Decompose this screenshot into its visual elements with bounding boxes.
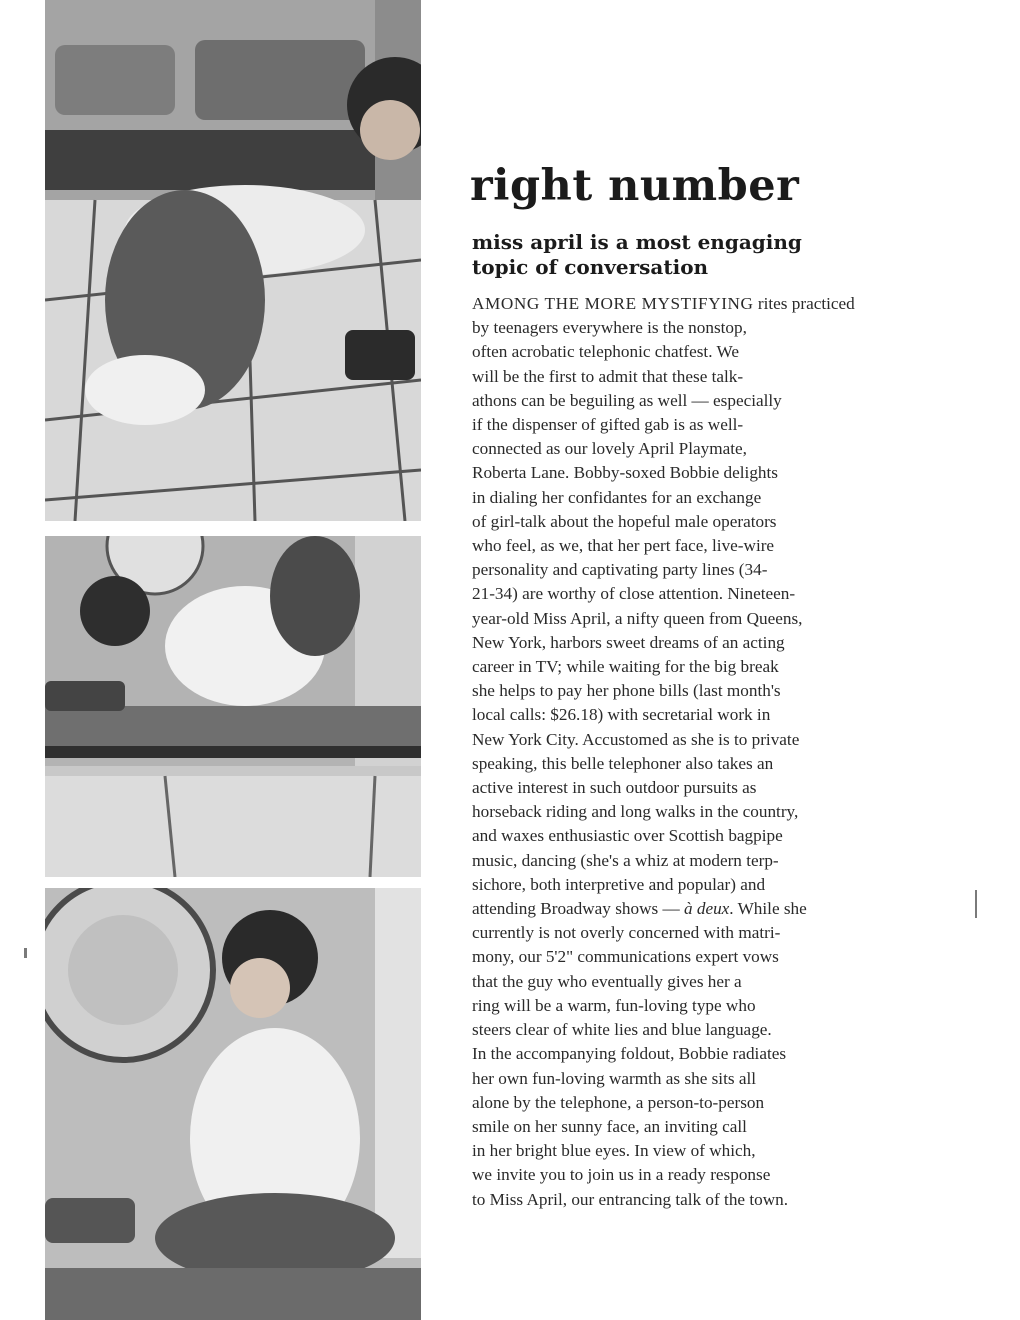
article: [470, 160, 890, 1212]
margin-mark: [24, 948, 27, 958]
body-line: ring will be a warm, fun-loving type who: [472, 995, 756, 1015]
italic-phrase: à deux: [683, 899, 730, 919]
body-line: connected as our lovely April Playmate,: [472, 439, 747, 459]
subhead-line: topic of conversation: [472, 255, 709, 279]
body-line: In the accompanying foldout, Bobbie radiates: [472, 1044, 787, 1064]
body-line: [472, 897, 890, 921]
body-line: New York, harbors sweet dreams of an acting: [472, 632, 785, 652]
body-line: in her bright blue eyes. In view of which,: [472, 1141, 756, 1161]
body-line: active interest in such outdoor pursuits as: [472, 778, 757, 798]
body-line: and waxes enthusiastic over Scottish bagpipe: [472, 826, 783, 846]
body-line: by teenagers everywhere is the nonstop,: [472, 318, 747, 338]
photo-leaning-on-bench-phone: [45, 536, 421, 877]
body-line: smile on her sunny face, an inviting call: [472, 1116, 747, 1136]
body-line: 21-34) are worthy of close attention. Nineteen-: [472, 584, 796, 604]
body-line: local calls: $26.18) with secretarial work in: [472, 705, 771, 725]
body-line: music, dancing (she's a whiz at modern terp-: [472, 850, 779, 870]
body-line: currently is not overly concerned with matri-: [472, 923, 781, 943]
body-line: we invite you to join us in a ready response: [472, 1165, 771, 1185]
body-line: if the dispenser of gifted gab is as well-: [472, 415, 744, 435]
body-line: horseback riding and long walks in the country,: [472, 802, 799, 822]
subhead-line: miss april is a most engaging: [472, 230, 802, 254]
subhead: [472, 230, 890, 280]
body-line: athons can be beguiling as well — especially: [472, 390, 782, 410]
photo-seated-on-bench-phone: [45, 888, 421, 1320]
body-line: career in TV; while waiting for the big break: [472, 657, 779, 677]
body-line: Roberta Lane. Bobby-soxed Bobbie delights: [472, 463, 778, 483]
body-line: that the guy who eventually gives her a: [472, 971, 742, 991]
body-line: will be the first to admit that these talk-: [472, 366, 744, 386]
body-line: year-old Miss April, a nifty queen from Queens,: [472, 608, 803, 628]
body-line: steers clear of white lies and blue language.: [472, 1020, 772, 1040]
body-line: her own fun-loving warmth as she sits all: [472, 1068, 757, 1088]
margin-mark: [975, 890, 977, 918]
body-line: in dialing her confidantes for an exchange: [472, 487, 762, 507]
body-line: alone by the telephone, a person-to-person: [472, 1092, 765, 1112]
lead-in: AMONG THE MORE MYSTIFYING: [472, 294, 754, 313]
photo-lying-on-floor-phone: [45, 0, 421, 521]
body-line: New York City. Accustomed as she is to private: [472, 729, 800, 749]
article-body: [470, 292, 890, 1212]
body-line: often acrobatic telephonic chatfest. We: [472, 342, 739, 362]
body-text: rites practiced: [753, 294, 855, 313]
body-line: [472, 292, 890, 316]
body-text: attending Broadway shows —: [472, 899, 684, 919]
body-line: speaking, this belle telephoner also takes an: [472, 753, 774, 773]
body-line: she helps to pay her phone bills (last month's: [472, 681, 781, 701]
body-line: sichore, both interpretive and popular) and: [472, 874, 766, 894]
body-line: mony, our 5'2" communications expert vows: [472, 947, 779, 967]
headline: right number: [470, 161, 800, 211]
body-line: of girl-talk about the hopeful male operators: [472, 511, 777, 531]
body-line: personality and captivating party lines (34-: [472, 560, 768, 580]
body-text: . While she: [729, 899, 807, 919]
body-line: who feel, as we, that her pert face, live-wire: [472, 536, 775, 556]
body-line: to Miss April, our entrancing talk of the town.: [472, 1189, 789, 1209]
